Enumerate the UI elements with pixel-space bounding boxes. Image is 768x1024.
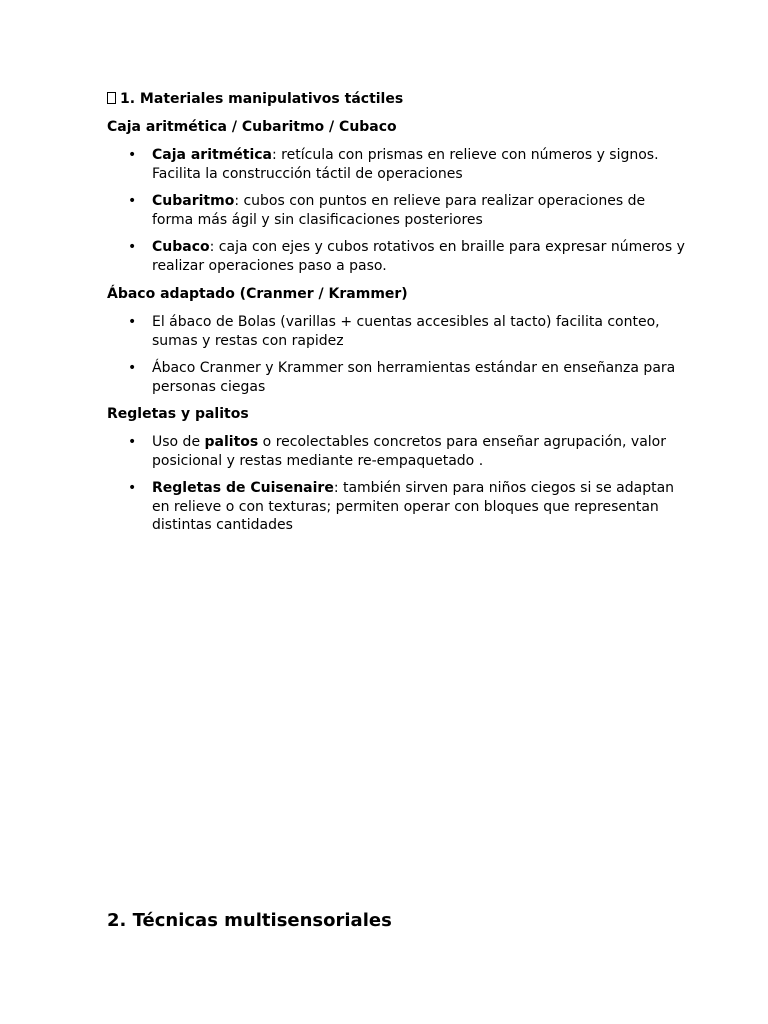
section-1-heading: [107, 90, 403, 108]
list-item: [107, 192, 687, 229]
list-item: [107, 433, 687, 470]
term-bold: Regletas de Cuisenaire: [152, 480, 334, 496]
term-bold: palitos: [204, 434, 259, 450]
term-description: : también sirven para niños ciegos si se adaptan en relieve o con texturas; permiten operar con bloques que representan distintas cantidades: [152, 480, 675, 533]
missing-glyph-icon: [107, 92, 116, 104]
item-text: El ábaco de Bolas (varillas + cuentas accesibles al tacto) facilita conteo, sumas y restas con rapidez: [152, 314, 660, 349]
term-description: : cubos con puntos en relieve para realizar operaciones de forma más ágil y sin clasificaciones posteriores: [152, 193, 646, 228]
term-bold: Cubaritmo: [152, 193, 235, 209]
item-prefix: Uso de: [152, 434, 205, 450]
term-description: : caja con ejes y cubos rotativos en braille para expresar números y realizar operaciones paso a paso.: [152, 239, 685, 274]
section-2-title: 2. Técnicas multisensoriales: [107, 910, 392, 931]
list-item: [107, 146, 687, 183]
item-text: Ábaco Cranmer y Krammer son herramientas estándar en enseñanza para personas ciegas: [152, 360, 676, 395]
subheading-caja-aritmetica: Caja aritmética / Cubaritmo / Cubaco: [107, 119, 397, 135]
subheading-abaco-adaptado: Ábaco adaptado (Cranmer / Krammer): [107, 286, 408, 302]
term-bold: Caja aritmética: [152, 147, 273, 163]
list-item: [107, 479, 687, 535]
list-item: [107, 359, 687, 396]
term-bold: Cubaco: [152, 239, 210, 255]
list-caja-aritmetica: [107, 146, 687, 284]
section-1-title: 1. Materiales manipulativos táctiles: [120, 91, 404, 107]
term-description: : retícula con prismas en relieve con números y signos. Facilita la construcción táctil de operaciones: [152, 147, 659, 182]
subheading-regletas-palitos: Regletas y palitos: [107, 406, 249, 422]
list-item: [107, 313, 687, 350]
list-abaco-adaptado: [107, 313, 687, 405]
term-description: o recolectables concretos para enseñar agrupación, valor posicional y restas mediante re-empaquetado .: [152, 434, 666, 469]
list-regletas-palitos: [107, 433, 687, 544]
list-item: [107, 238, 687, 275]
